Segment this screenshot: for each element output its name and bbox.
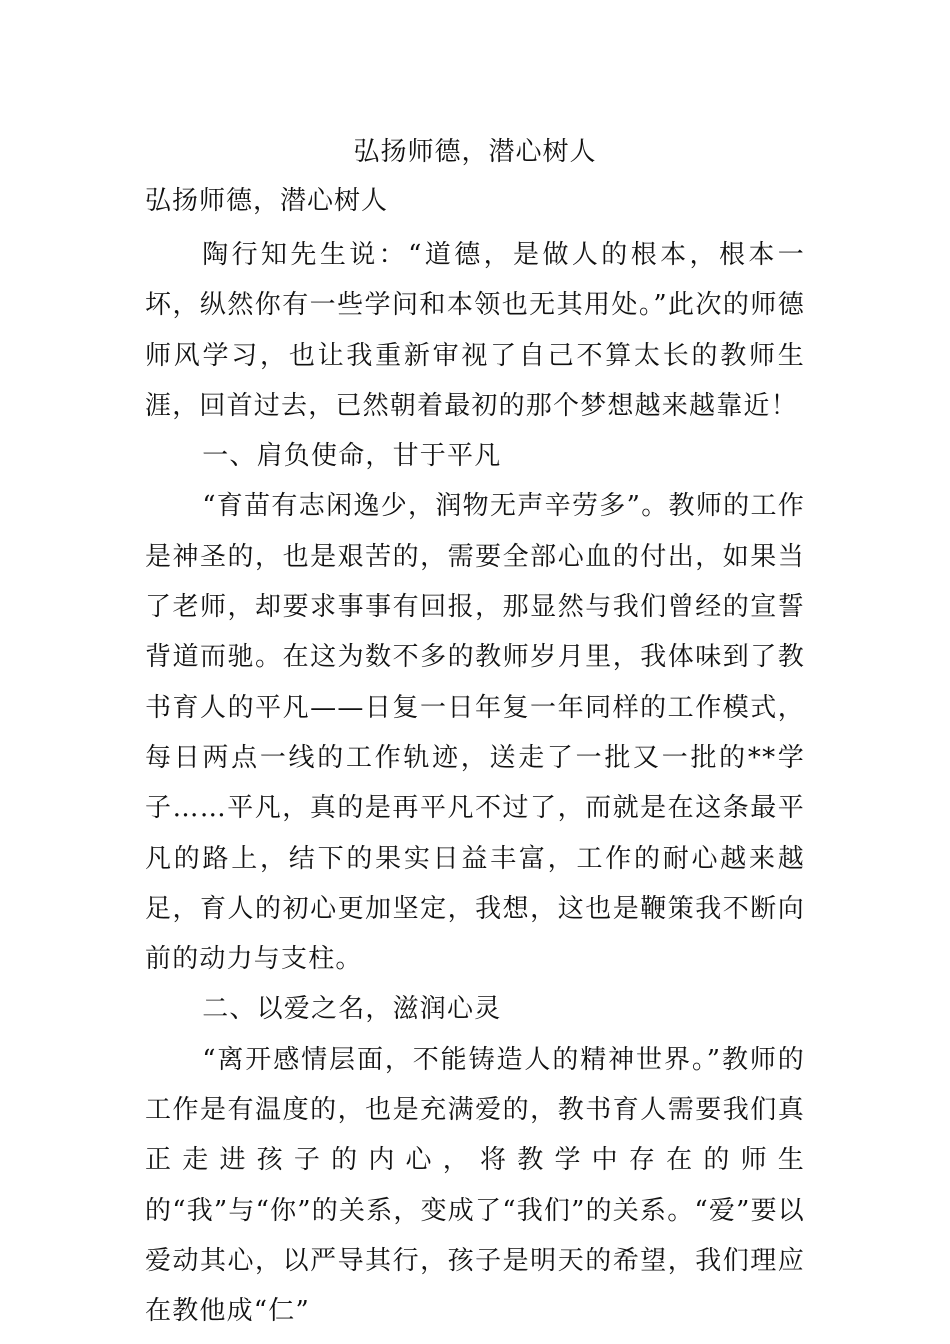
document-subtitle: 弘扬师德，潜心树人: [145, 186, 389, 216]
paragraph-section-1: “育苗有志闲逸少，润物无声辛劳多”。教师的工作是神圣的，也是艰苦的，需要全部心血的付出，如果当了老师，却要求事事有回报，那显然与我们曾经的宣誓背道而驰。在这为数不多的教师岁月里，我体味到了教书育人的平凡——日复一日年复一年同样的工作模式，每日两点一线的工作轨迹，送走了一批又一批的**学子……平凡，真的是再平凡不过了，而就是在这条最平凡的路上，结下的果实日益丰富，工作的耐心越来越足，育人的初心更加坚定，我想，这也是鞭策我不断向前的动力与支柱。: [145, 491, 805, 975]
document-title: 弘扬师德，潜心树人: [353, 137, 597, 167]
paragraph-section-2: “离开感情层面，不能铸造人的精神世界。”教师的工作是有温度的，也是充满爱的，教书育人需要我们真正走进孩子的内心，将教学中存在的师生的“我”与“你”的关系，变成了“我们”的关系。“爱”要以爱动其心，以严导其行，孩子是明天的希望，我们理应在教他成“仁”: [145, 1044, 805, 1327]
section-heading-2: 二、以爱之名，滋润心灵: [202, 994, 502, 1025]
document-body: [145, 230, 805, 1337]
section-heading-1: 一、肩负使命，甘于平凡: [202, 441, 502, 472]
paragraph-intro: 陶行知先生说：“道德，是做人的根本，根本一坏，纵然你有一些学问和本领也无其用处。”此次的师德师风学习，也让我重新审视了自己不算太长的教师生涯，回首过去，已然朝着最初的那个梦想越来越靠近！: [145, 240, 805, 421]
